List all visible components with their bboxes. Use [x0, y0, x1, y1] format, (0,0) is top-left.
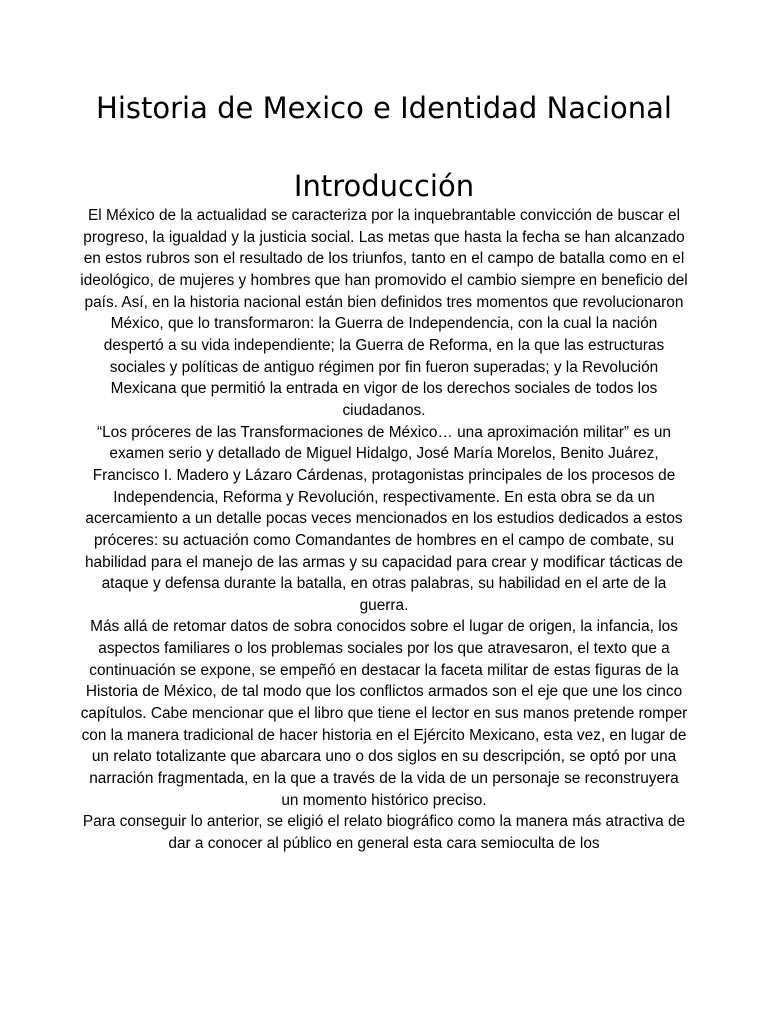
paragraph: Más allá de retomar datos de sobra conocidos sobre el lugar de origen, la infancia, los aspectos familiares o los problemas sociales por los que atravesaron, el texto que a continuación se expone, se empeñó en destacar la faceta militar de estas figuras de la Historia de México, de tal modo que los conflictos armados son el eje que une los cinco capítulos. Cabe mencionar que el libro que tiene el lector en sus manos pretende romper con la manera tradicional de hacer historia en el Ejército Mexicano, esta vez, en lugar de un relato totalizante que abarcara uno o dos siglos en su descripción, se optó por una narración fragmentada, en la que a través de la vida de un personaje se reconstruyera un momento histórico preciso. — [80, 618, 688, 809]
document-title: Historia de Mexico e Identidad Nacional — [96, 91, 672, 125]
paragraph: Para conseguir lo anterior, se eligió el relato biográfico como la manera más atractiva de dar a conocer al público en general esta cara semioculta de los — [82, 813, 686, 853]
body-text — [80, 205, 688, 855]
section-heading: Introducción — [293, 169, 475, 203]
paragraph: El México de la actualidad se caracteriza por la inquebrantable convicción de buscar el progreso, la igualdad y la justicia social. Las metas que hasta la fecha se han alcanzado en estos rubros son el resultado de los triunfos, tanto en el campo de batalla como en el ideológico, de mujeres y hombres que han promovido el cambio siempre en beneficio del país. Así, en la historia nacional están bien definidos tres momentos que revolucionaron México, que lo transformaron: la Guerra de Independencia, con la cual la nación despertó a su vida independiente; la Guerra de Reforma, en la que las estructuras sociales y políticas de antiguo régimen por fin fueron superadas; y la Revolución Mexicana que permitió la entrada en vigor de los derechos sociales de todos los ciudadanos. — [80, 207, 688, 419]
paragraph: “Los próceres de las Transformaciones de México… una aproximación militar” es un examen serio y detallado de Miguel Hidalgo, José María Morelos, Benito Juárez, Francisco I. Madero y Lázaro Cárdenas, protagonistas principales de los procesos de Independencia, Reforma y Revolución, respectivamente. En esta obra se da un acercamiento a un detalle pocas veces mencionados en los estudios dedicados a estos próceres: su actuación como Comandantes de hombres en el campo de combate, su habilidad para el manejo de las armas y su capacidad para crear y modificar tácticas de ataque y defensa durante la batalla, en otras palabras, su habilidad en el arte de la guerra. — [85, 423, 683, 614]
